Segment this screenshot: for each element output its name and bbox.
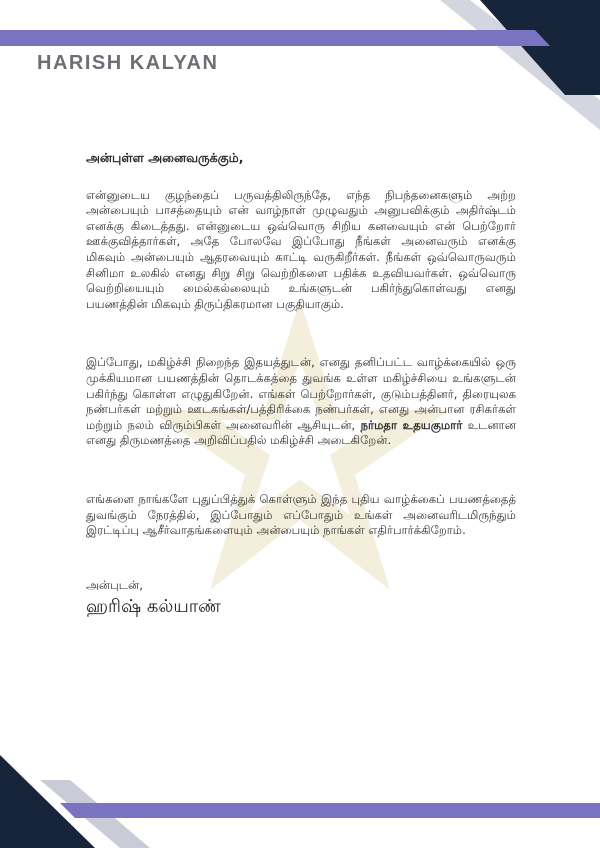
bride-name: நர்மதா உதயகுமார் xyxy=(360,417,463,432)
paragraph-1: என்னுடைய குழந்தைப் பருவத்திலிருந்தே, எந்த நிபந்தனைகளும் அற்ற அன்பையும் பாசத்தையும் என் வாழ்நாள் முழுவதும் அனுபவிக்கும் அதிர்ஷ்டம் எனக்கு கிடைத்தது. என்னுடைய ஒவ்வொரு சிறிய கனவையும் என் பெற்றோர் ஊக்குவித்தார்கள், அதே போலவே இப்போது நீங்கள் அனைவரும் எனக்கு மிகவும் அன்பையும் ஆதரவையும் காட்டி வருகிறீர்கள். நீங்கள் ஒவ்வொருவரும் சினிமா உலகில் எனது சிறு சிறு வெற்றிகளை பதிக்க உதவியவர்கள். ஒவ்வொரு வெற்றியையும் மைல்கல்லையும் உங்களுடன் பகிர்ந்துகொள்வது எனது பயணத்தின் மிகவும் திருப்திகரமான பகுதியாகும். xyxy=(86,187,516,311)
paragraph-2 xyxy=(86,355,516,449)
letter-body xyxy=(86,150,516,618)
closing: அன்புடன், xyxy=(86,577,143,592)
top-purple-band xyxy=(0,30,550,46)
signature: ஹரிஷ் கல்யாண் xyxy=(86,596,222,618)
bottom-purple-band xyxy=(60,803,600,818)
paragraph-2-text-start: இப்போது, மகிழ்ச்சி நிறைந்த இதயத்துடன், எனது தனிப்பட்ட வாழ்க்கையில் ஒரு முக்கியமான பயணத்தின் தொடக்கத்தை துவங்க உள்ள மகிழ்ச்சியை உங்களுடன் பகிர்ந்து கொள்ள எழுதுகிறேன். எங்கள் பெற்றோர்கள், குடும்பத்தினர், திரையுலக நண்பர்கள் மற்றும் ஊடகங்கள்/பத்திரிக்கை நண்பர்கள், எனது அன்பான ரசிகர்கள் மற்றும் நலம் விரும்பிகள் அனைவரின் ஆசியுடன், xyxy=(86,355,516,432)
paragraph-3: எங்களை நாங்களே புதுப்பித்துக் கொள்ளும் இந்த புதிய வாழ்க்கைப் பயணத்தைத் துவங்கும் நேரத்தில், இப்போதும் எப்போதும் உங்கள் அனைவரிடமிருந்தும் இரட்டிப்பு ஆசீர்வாதங்களையும் அன்பையும் நாங்கள் எதிர்பார்க்கிறோம். xyxy=(86,491,516,538)
header-name: HARISH KALYAN xyxy=(37,52,219,74)
salutation: அன்புள்ள அனைவருக்கும், xyxy=(86,150,244,165)
paragraph-2-text-end: உடனான எனது திருமணத்தை அறிவிப்பதில் மகிழ்ச்சி அடைகிறேன். xyxy=(86,417,516,448)
